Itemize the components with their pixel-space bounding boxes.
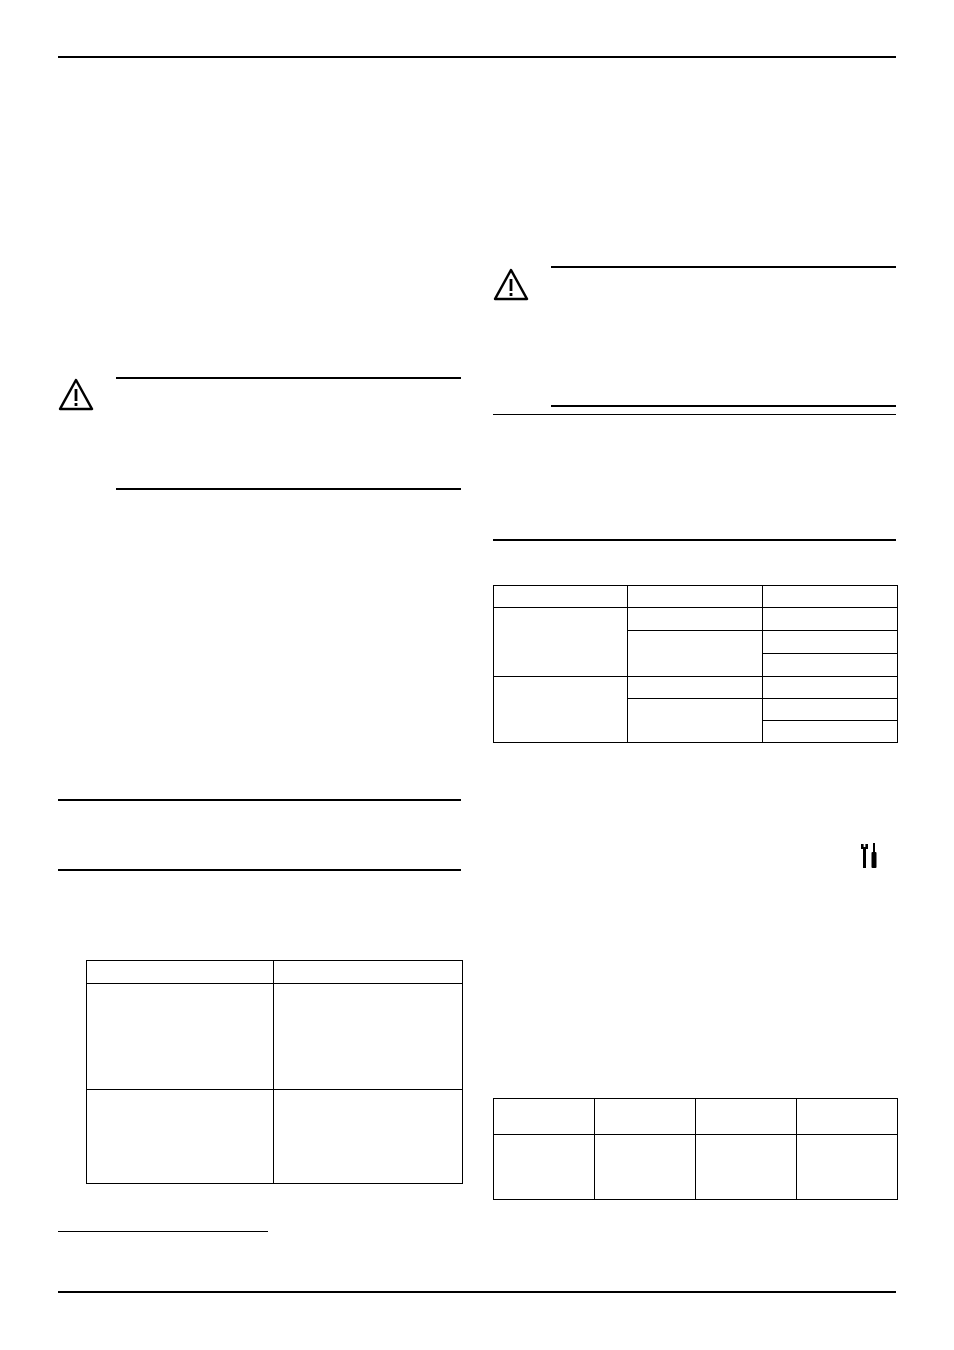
table-row xyxy=(87,984,463,1090)
table-cell xyxy=(274,984,463,1090)
right-bottom-table xyxy=(493,1098,898,1200)
warning-left-top-rule xyxy=(116,377,461,379)
section-rule-right-thin xyxy=(493,414,896,415)
footnote-rule xyxy=(58,1231,268,1232)
section-rule-left-1 xyxy=(58,799,461,801)
table-cell xyxy=(494,677,628,743)
table-row xyxy=(87,1090,463,1184)
warning-triangle-icon xyxy=(493,268,529,302)
tools-icon xyxy=(860,842,880,870)
table-cell xyxy=(274,961,463,984)
warning-triangle-icon xyxy=(58,378,94,412)
table-cell xyxy=(797,1099,898,1135)
table-cell xyxy=(628,677,763,699)
table-cell xyxy=(494,608,628,677)
table-cell xyxy=(763,677,898,699)
table-row xyxy=(494,1135,898,1200)
warning-left-bottom-rule xyxy=(116,488,461,490)
table-cell xyxy=(763,631,898,654)
table-cell xyxy=(763,654,898,677)
table-cell xyxy=(628,699,763,743)
table-cell xyxy=(494,1099,595,1135)
table-row xyxy=(494,677,898,699)
table-cell xyxy=(696,1099,797,1135)
header-rule xyxy=(58,56,896,58)
table-cell xyxy=(763,699,898,721)
table-cell xyxy=(628,608,763,631)
right-table xyxy=(493,585,898,743)
table-cell xyxy=(87,1090,274,1184)
table-cell xyxy=(494,586,628,608)
left-table xyxy=(86,960,463,1184)
table-cell xyxy=(797,1135,898,1200)
table-cell xyxy=(628,631,763,677)
table-row xyxy=(494,586,898,608)
section-rule-left-2 xyxy=(58,869,461,871)
table-cell xyxy=(763,586,898,608)
warning-right-bottom-rule xyxy=(551,405,896,407)
table-cell xyxy=(763,721,898,743)
section-rule-right-1 xyxy=(493,539,896,541)
table-cell xyxy=(628,586,763,608)
footer-rule xyxy=(58,1291,896,1293)
table-cell xyxy=(763,608,898,631)
table-cell xyxy=(494,1135,595,1200)
table-cell xyxy=(87,984,274,1090)
table-row xyxy=(87,961,463,984)
table-cell xyxy=(696,1135,797,1200)
table-cell xyxy=(87,961,274,984)
table-cell xyxy=(274,1090,463,1184)
table-row xyxy=(494,608,898,631)
table-row xyxy=(494,1099,898,1135)
table-cell xyxy=(595,1135,696,1200)
table-cell xyxy=(595,1099,696,1135)
warning-right-top-rule xyxy=(551,266,896,268)
